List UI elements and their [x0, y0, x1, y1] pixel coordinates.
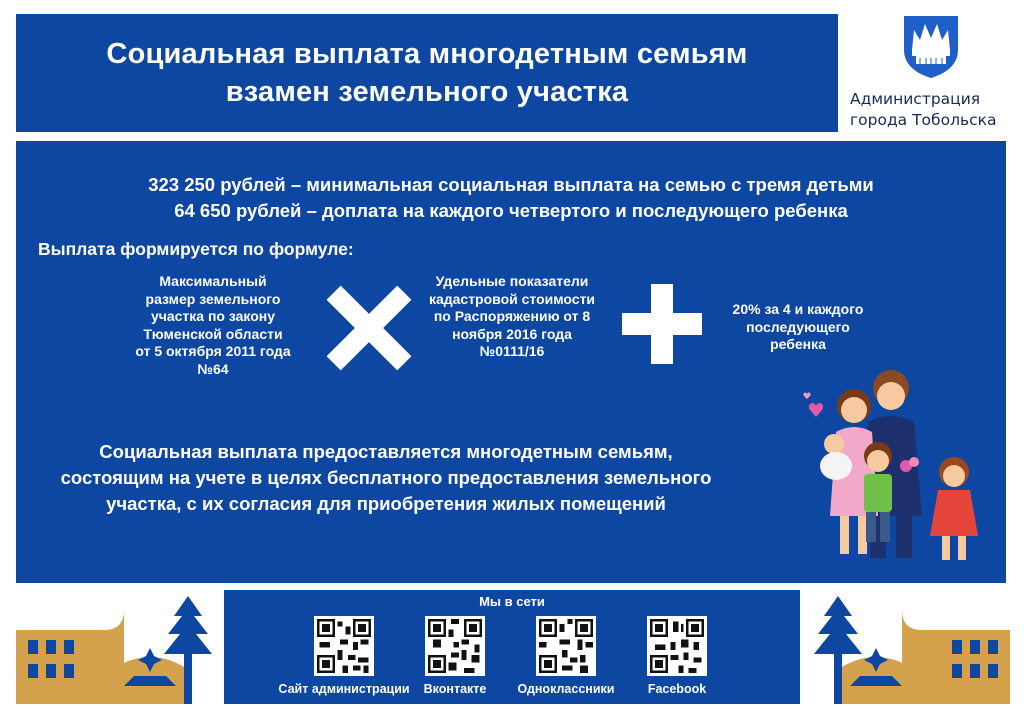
amount-extra: 64 650 рублей – доплата на каждого четвертого и последующего ребенка	[174, 200, 848, 221]
social-link-label[interactable]: Вконтакте	[423, 682, 487, 696]
amount-base: 323 250 рублей – минимальная социальная выплата на семью с тремя детьми	[148, 174, 874, 195]
city-ornament-right-icon	[800, 590, 1010, 704]
tobolsk-coat-of-arms-icon	[900, 14, 962, 80]
administration-name	[850, 89, 1010, 131]
family-illustration-icon	[796, 366, 1001, 571]
plus-icon	[622, 284, 702, 364]
social-link-label[interactable]: Facebook	[647, 682, 707, 696]
social-link-label[interactable]: Сайт администрации	[278, 682, 410, 696]
multiply-icon	[324, 283, 414, 373]
title-line-1: Социальная выплата многодетным семьям	[106, 38, 748, 70]
qr-code-icon[interactable]	[536, 616, 596, 676]
qr-code-icon[interactable]	[425, 616, 485, 676]
social-footer	[224, 590, 800, 704]
city-ornament-left-icon	[16, 590, 226, 704]
formula-item-extra-children: 20% за 4 и каждого последующего ребенка	[732, 301, 864, 352]
title-banner	[16, 14, 838, 132]
eligibility-note: Социальная выплата предоставляется многодетным семьям, состоящим на учете в целях бесплатного предоставления земельного участка, с их согласия для приобретения жилых помещений	[60, 441, 712, 514]
social-link-label[interactable]: Одноклассники	[517, 682, 615, 696]
main-panel	[16, 141, 1006, 583]
footer-title: Мы в сети	[479, 594, 545, 609]
qr-code-icon[interactable]	[647, 616, 707, 676]
formula-title: Выплата формируется по формуле:	[38, 239, 354, 259]
title-line-2: взамен земельного участка	[225, 76, 629, 108]
formula-item-land-size: Максимальный размер земельного участка по закону Тюменской области от 5 октября 2011 года №64	[135, 273, 291, 377]
admin-line-1: Администрация	[850, 90, 981, 108]
admin-line-2: города Тобольска	[850, 111, 997, 129]
formula-item-cadastral-value: Удельные показатели кадастровой стоимости по Распоряжению от 8 ноября 2016 года №0111/16	[428, 273, 596, 359]
qr-code-icon[interactable]	[314, 616, 374, 676]
social-link-facebook[interactable]	[612, 616, 742, 696]
